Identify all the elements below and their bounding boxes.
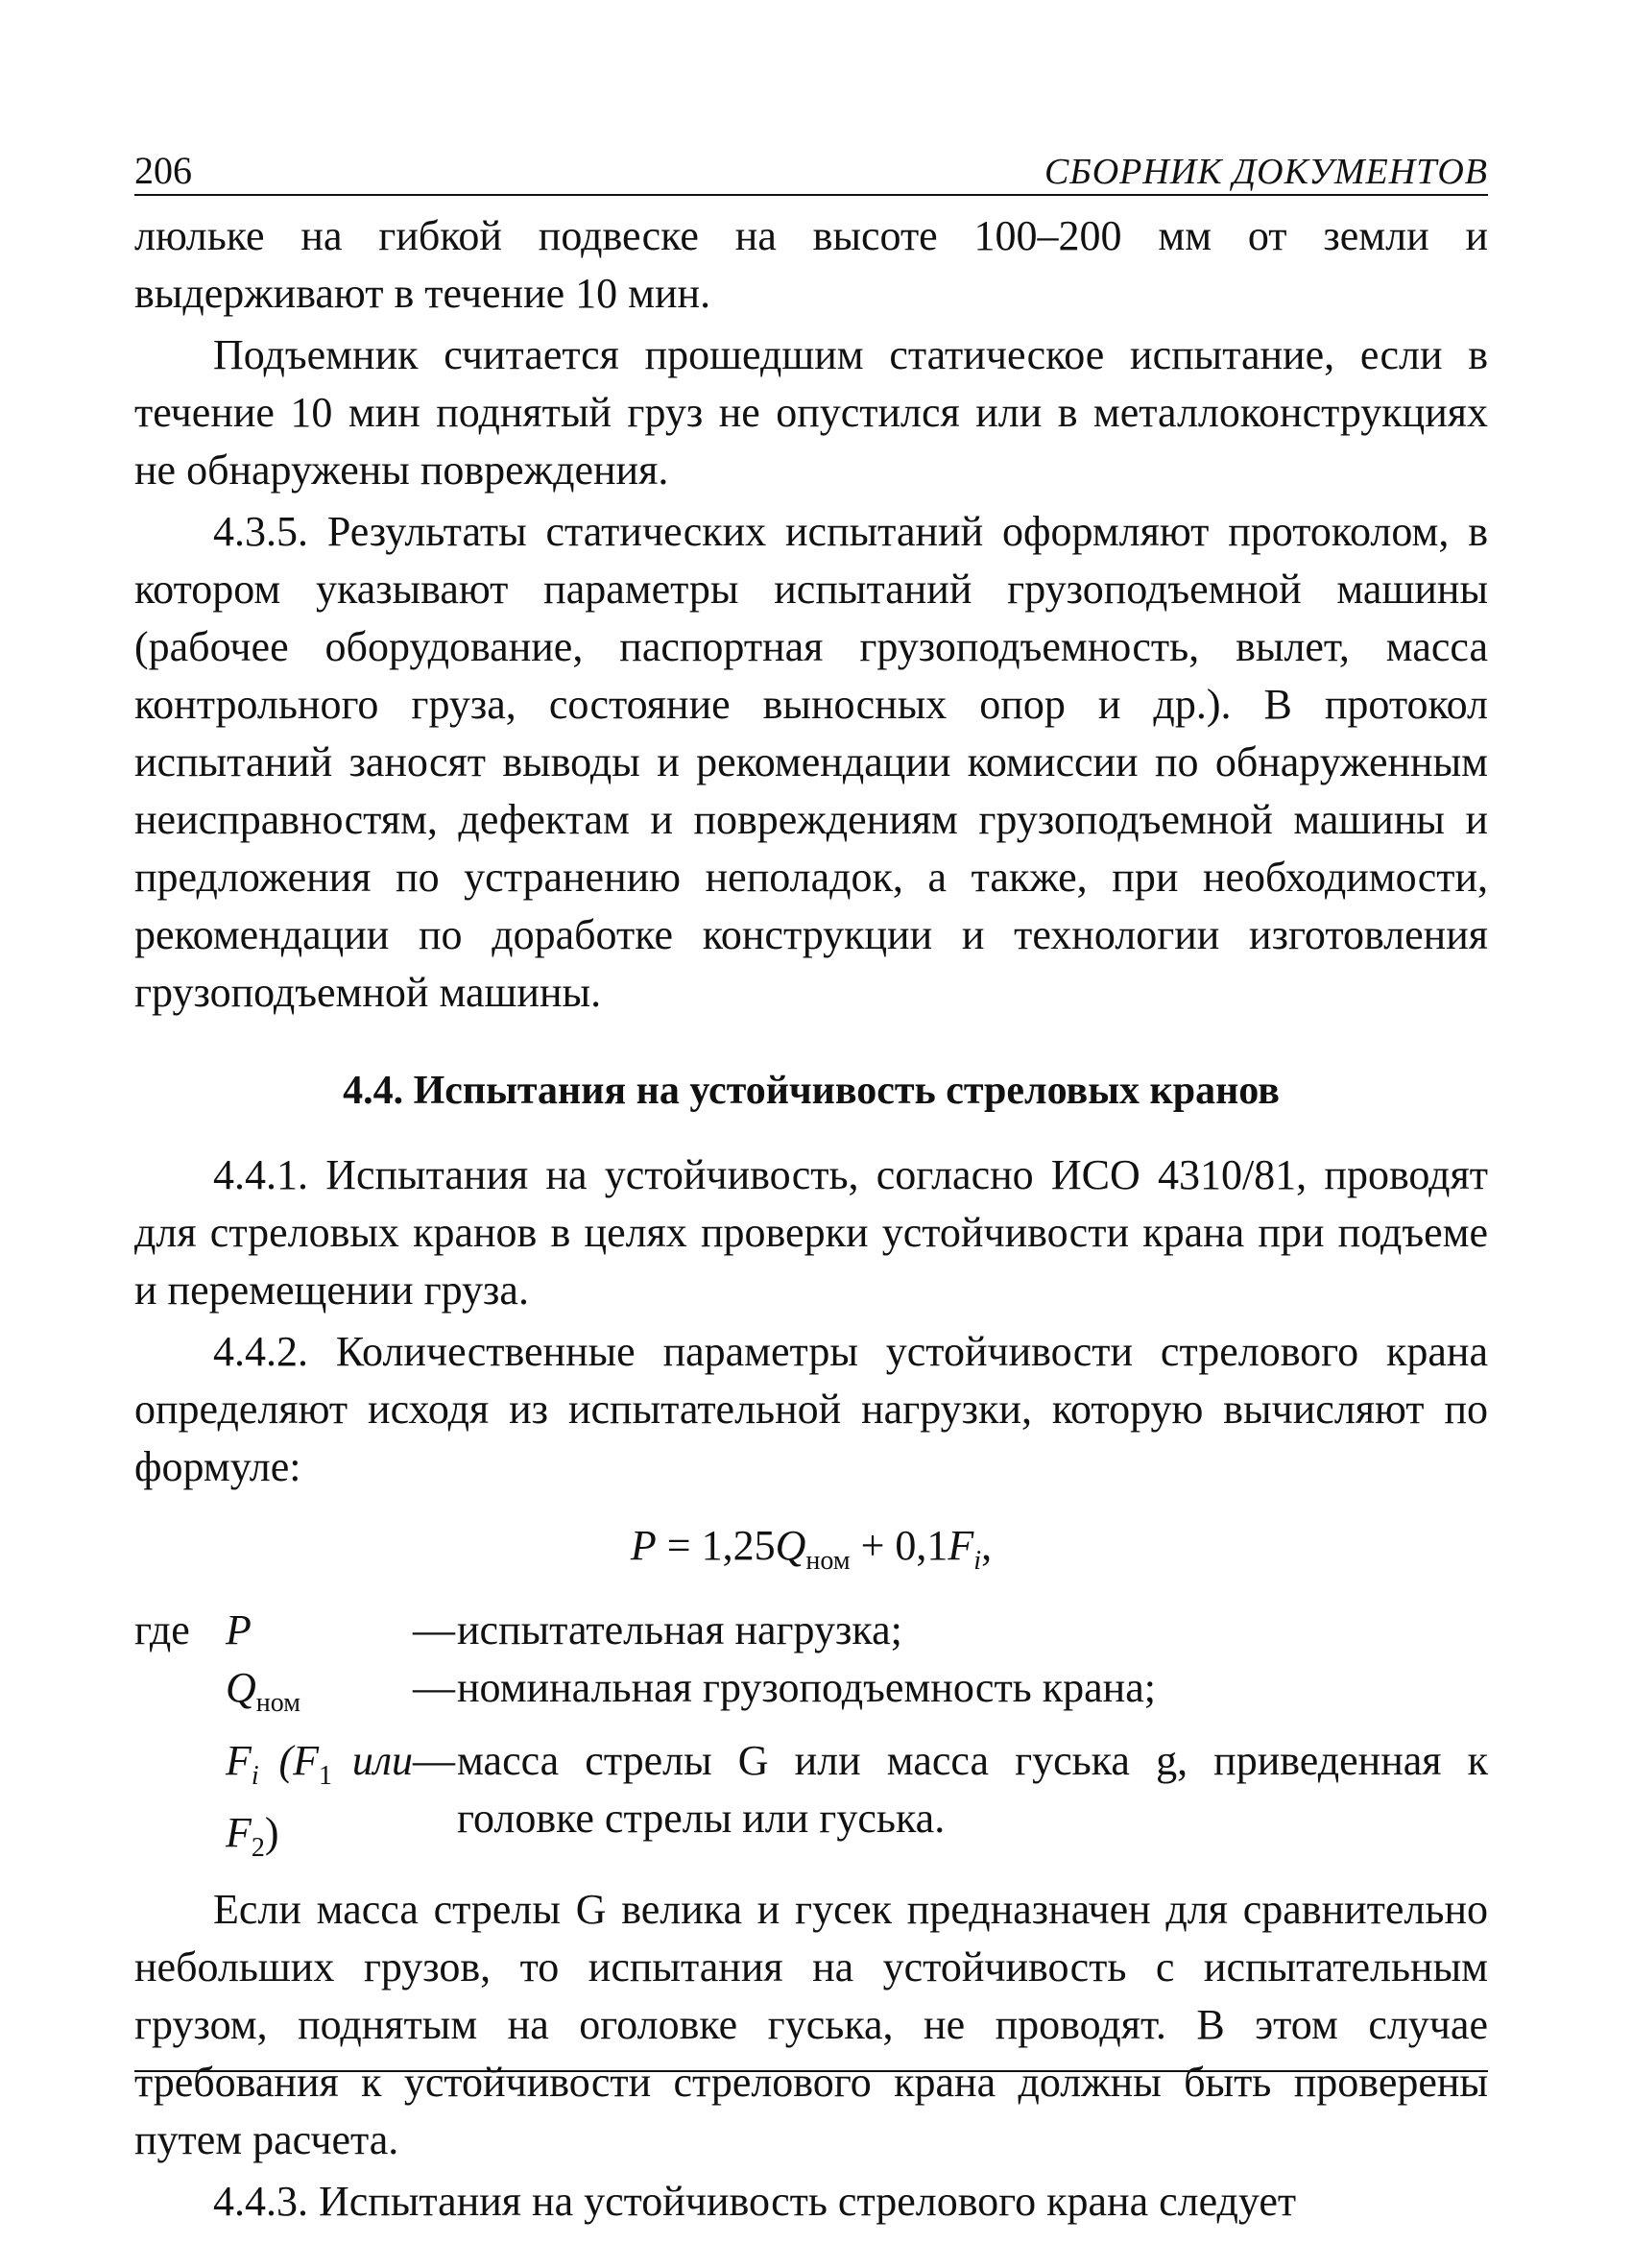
legend-desc-q: номинальная грузоподъемность крана; [457,1663,1156,1711]
document-page [134,134,1488,2231]
legend-desc-p: испытательная нагрузка; [457,1605,902,1653]
formula-q-sub: ном [805,1545,851,1576]
load-formula [134,1517,1488,1590]
where-label: где [134,1605,190,1653]
formula-f: F [948,1522,974,1569]
paragraph-4-4-2: 4.4.2. Количественные параметры устойчивости стрелового крана определяют исходя из испытательной нагрузки, которую вычисляют по формуле: [134,1328,1488,1490]
section-heading-4-4: 4.4. Испытания на устойчивость стреловых кранов [343,1069,1280,1113]
page-header [134,134,1488,196]
formula-plus: + 0,1 [850,1522,948,1569]
running-title: СБОРНИК ДОКУМЕНТОВ [1044,152,1488,192]
legend-dash: — [413,1605,455,1653]
legend-symbol-p: P [226,1605,252,1653]
formula-legend [134,1602,1488,1877]
legend-symbol-f: $F_i$ ($F_1$ или $F_2$) [226,1736,414,1864]
legend-dash: — [413,1663,455,1711]
legend-desc-f: масса стрелы G или масса гуська g, приведенная к головке стрелы или гуська. [457,1736,1488,1842]
formula-q: Q [775,1522,806,1569]
paragraph-4-4-1: 4.4.1. Испытания на устойчивость, согласно ИСО 4310/81, проводят для стреловых кранов в целях проверки устойчивости крана при подъеме и перемещении груза. [134,1151,1488,1314]
page-number: 206 [134,149,192,192]
paragraph-4-4-3: 4.4.3. Испытания на устойчивость стрелового крана следует [213,2178,1297,2226]
paragraph-4-3-5: 4.3.5. Результаты статических испытаний оформляют протоколом, в котором указывают параметры испытаний грузоподъемной машины (рабочее оборудование, паспортная грузоподъемность, вылет, масса контрольного груза, состояние выносных опор и др.). В протокол испытаний заносят выводы и рекомендации комиссии по обнаруженным неисправностям, дефектам и повреждениям грузоподъемной машины и предложения по устранению неполадок, а также, при необходимости, рекомендации по доработке конструкции и технологии изготовления грузоподъемной машины. [134,508,1488,1016]
formula-p: P [630,1522,657,1569]
legend-symbol-q: $Q_{ном}$ [226,1663,300,1718]
paragraph-continuation: люльке на гибкой подвеске на высоте 100–200 мм от земли и выдерживают в течение 10 мин. [134,212,1488,317]
formula-eq: = 1,25 [656,1522,776,1569]
paragraph-boom-mass: Если масса стрелы G велика и гусек предназначен для сравнительно небольших грузов, то испытания на устойчивость с испытательным грузом, поднятым на оголовке гуська, не проводят. В этом случае требования к устойчивости стрелового крана должны быть проверены путем расчета. [134,1886,1488,2164]
paragraph-static-test-result: Подъемник считается прошедшим статическое испытание, если в течение 10 мин поднятый груз не опустился или в металлоконструкциях не обнаружены повреждения. [134,331,1488,494]
formula-end: , [981,1522,993,1569]
page-body [134,207,1488,2231]
legend-dash: — [413,1736,455,1784]
formula-f-sub: i [973,1545,982,1576]
bottom-rule [134,2070,1488,2072]
